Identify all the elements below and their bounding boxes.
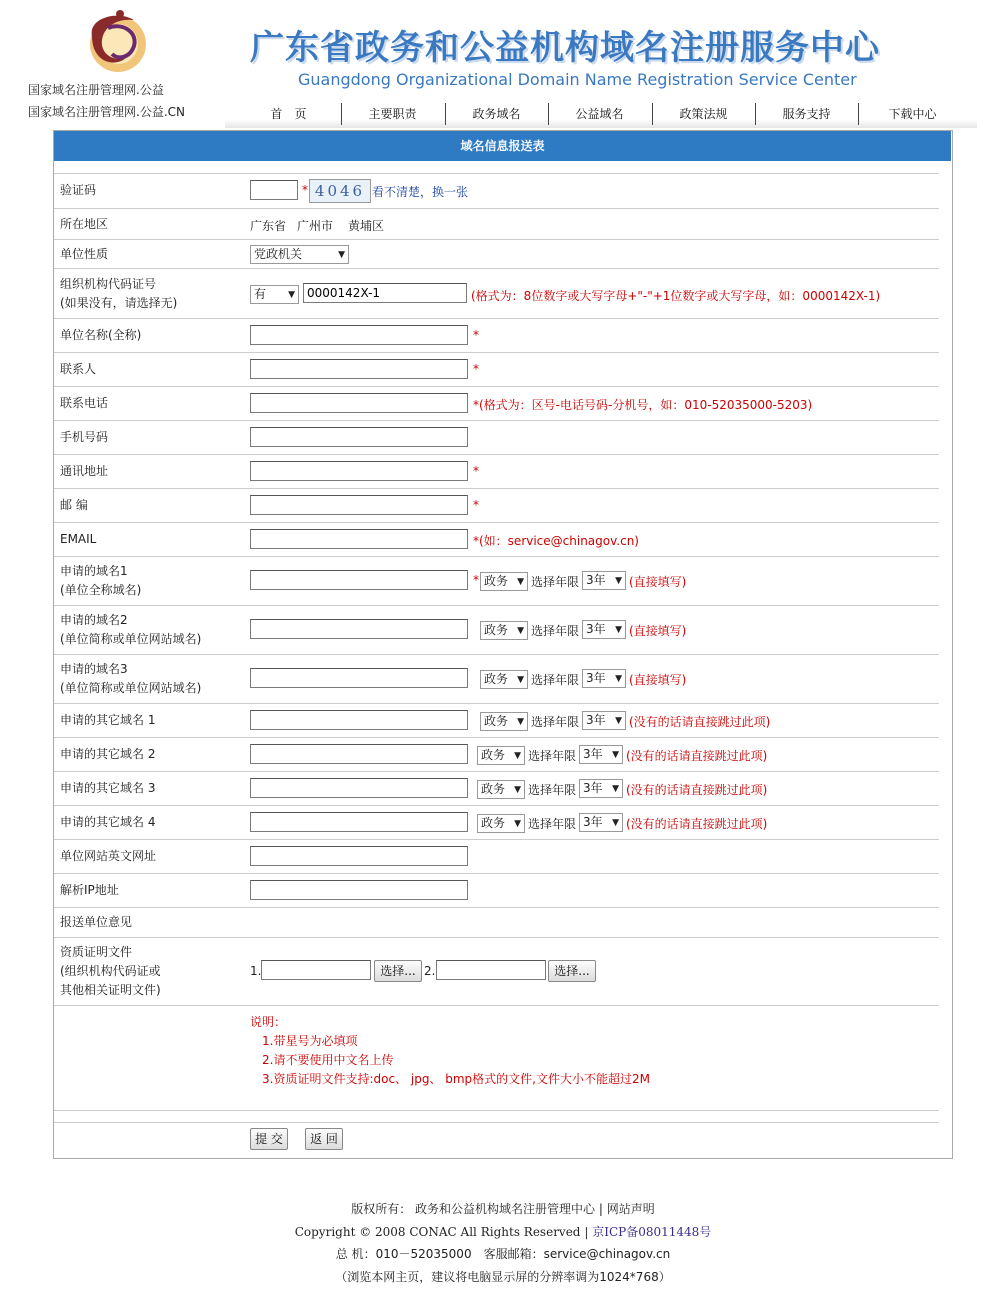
footer-tip: （浏览本网主页，建议将电脑显示屏的分辨率调为1024*768）	[335, 1270, 671, 1284]
email-input[interactable]	[250, 529, 468, 549]
file1-input[interactable]	[261, 960, 371, 980]
org-code-input[interactable]	[303, 283, 467, 303]
file1-prefix: 1.	[250, 964, 262, 978]
note-item: 1.带星号为必填项	[262, 1034, 358, 1048]
file2-choose-button[interactable]: 选择...	[548, 960, 596, 982]
unit-name-input[interactable]	[250, 325, 468, 345]
notes-title: 说明：	[250, 1015, 287, 1029]
footer-en-line	[0, 1223, 1006, 1240]
region-province: 广东省	[250, 219, 287, 233]
email-label: EMAIL	[60, 532, 97, 546]
phone-hint: *(格式为：区号-电话号码-分机号，如：010-52035000-5203)	[473, 398, 813, 412]
domain1-sublabel: (单位全称域名)	[60, 583, 142, 597]
footer-copyright-line	[0, 1200, 1006, 1217]
copyright-en: Copyright © 2008 CONAC All Rights Reserved	[294, 1225, 581, 1239]
years-label: 选择年限	[531, 575, 580, 589]
file2-input[interactable]	[436, 960, 546, 980]
domain3-label: 申请的域名3	[60, 662, 128, 676]
back-button[interactable]: 返 回	[305, 1128, 343, 1150]
nav-gov-domain[interactable]: 政务域名	[472, 107, 521, 121]
other-domain3-input[interactable]	[250, 778, 468, 798]
other-domain3-label: 申请的其它域名 3	[60, 781, 156, 795]
file1-choose-button[interactable]: 选择...	[374, 960, 422, 982]
region-district: 黄埔区	[348, 219, 385, 233]
phone-input[interactable]	[250, 393, 468, 413]
org-code-sublabel: (如果没有，请选择无)	[60, 296, 178, 310]
required-mark: *	[473, 328, 479, 342]
region-label: 所在地区	[60, 217, 109, 231]
cert-sublabel-1: (组织机构代码证或	[60, 964, 161, 978]
region-city: 广州市	[297, 219, 334, 233]
nav-support[interactable]: 服务支持	[782, 107, 831, 121]
skip-hint: (没有的话请直接跳过此项)	[626, 749, 768, 763]
other-domain2-type-select[interactable]: 政务 ▼	[477, 746, 525, 765]
unit-type-label: 单位性质	[60, 247, 109, 261]
main-nav	[225, 100, 977, 128]
submit-button[interactable]: 提 交	[250, 1128, 288, 1150]
org-code-hint: (格式为：8位数字或大写字母+"-"+1位数字或大写字母，如：0000142X-1)	[471, 289, 881, 303]
other-domain4-years-select[interactable]: 3年 ▼	[579, 813, 623, 832]
page-subtitle: Guangdong Organizational Domain Name Registration Service Center	[298, 70, 857, 89]
captcha-refresh-link[interactable]: 看不清楚，换一张	[372, 185, 469, 199]
footer-contact: 总 机：010－52035000 客服邮箱：service@chinagov.cn	[335, 1247, 671, 1261]
other-domain3-years-select[interactable]: 3年 ▼	[579, 779, 623, 798]
footer-sep: |	[584, 1225, 589, 1239]
domain3-sublabel: (单位简称或单位网站域名)	[60, 681, 202, 695]
years-label: 选择年限	[531, 715, 580, 729]
years-label: 选择年限	[528, 783, 577, 797]
nav-policy[interactable]: 政策法规	[679, 107, 728, 121]
note-item: 3.资质证明文件支持:doc、 jpg、 bmp格式的文件,文件大小不能超过2M	[262, 1072, 650, 1086]
other-domain4-input[interactable]	[250, 812, 468, 832]
zip-input[interactable]	[250, 495, 468, 515]
footer-sep: |	[598, 1202, 603, 1216]
skip-hint: (没有的话请直接跳过此项)	[626, 817, 768, 831]
contact-input[interactable]	[250, 359, 468, 379]
site-link-gongyi[interactable]: 国家域名注册管理网.公益	[28, 83, 164, 97]
ip-input[interactable]	[250, 880, 468, 900]
captcha-image: 4046	[309, 179, 371, 203]
owner-link[interactable]: 政务和公益机构域名注册管理中心	[415, 1202, 596, 1216]
email-hint: *(如：service@chinagov.cn)	[473, 534, 639, 548]
statement-link[interactable]: 网站声明	[606, 1202, 655, 1216]
domain3-years-select[interactable]: 3年 ▼	[582, 669, 626, 688]
captcha-label: 验证码	[60, 183, 97, 197]
nav-public-domain[interactable]: 公益域名	[575, 107, 624, 121]
unit-name-label: 单位名称(全称)	[60, 328, 142, 342]
address-input[interactable]	[250, 461, 468, 481]
nav-download[interactable]: 下载中心	[888, 107, 937, 121]
other-domain1-label: 申请的其它域名 1	[60, 713, 156, 727]
other-domain2-label: 申请的其它域名 2	[60, 747, 156, 761]
domain2-type-select[interactable]: 政务 ▼	[480, 621, 528, 640]
other-domain4-type-select[interactable]: 政务 ▼	[477, 814, 525, 833]
direct-hint: (直接填写)	[629, 575, 687, 589]
copyright-prefix: 版权所有：	[351, 1202, 412, 1216]
captcha-input[interactable]	[250, 180, 298, 200]
nav-home[interactable]: 首 页	[270, 107, 307, 121]
cert-sublabel-2: 其他相关证明文件)	[60, 983, 161, 997]
years-label: 选择年限	[531, 673, 580, 687]
required-mark: *	[473, 362, 479, 376]
domain3-input[interactable]	[250, 668, 468, 688]
domain2-label: 申请的域名2	[60, 613, 128, 627]
other-domain1-input[interactable]	[250, 710, 468, 730]
mobile-label: 手机号码	[60, 430, 109, 444]
other-domain2-input[interactable]	[250, 744, 468, 764]
years-label: 选择年限	[531, 624, 580, 638]
required-mark: *	[473, 464, 479, 478]
other-domain1-type-select[interactable]: 政务 ▼	[480, 712, 528, 731]
domain2-sublabel: (单位简称或单位网站域名)	[60, 632, 202, 646]
icp-link[interactable]: 京ICP备08011448号	[592, 1225, 712, 1239]
domain1-type-select[interactable]: 政务 ▼	[480, 572, 528, 591]
domain1-label: 申请的域名1	[60, 564, 128, 578]
org-code-has-select[interactable]: 有 ▼	[250, 285, 299, 304]
unit-type-select[interactable]: 党政机关 ▼	[250, 245, 349, 264]
required-mark: *	[302, 183, 308, 197]
cert-label: 资质证明文件	[60, 945, 133, 959]
website-input[interactable]	[250, 846, 468, 866]
org-code-label: 组织机构代码证号	[60, 277, 157, 291]
domain1-input[interactable]	[250, 570, 468, 590]
other-domain4-label: 申请的其它域名 4	[60, 815, 156, 829]
other-domain1-years-select[interactable]: 3年 ▼	[582, 711, 626, 730]
address-label: 通讯地址	[60, 464, 109, 478]
mobile-input[interactable]	[250, 427, 468, 447]
domain2-years-select[interactable]: 3年 ▼	[582, 620, 626, 639]
domain1-years-select[interactable]: 3年 ▼	[582, 571, 626, 590]
form-heading: 域名信息报送表	[54, 131, 951, 161]
contact-label: 联系人	[60, 362, 97, 376]
skip-hint: (没有的话请直接跳过此项)	[629, 715, 771, 729]
zip-label: 邮 编	[60, 498, 88, 512]
domain2-input[interactable]	[250, 619, 468, 639]
required-mark: *	[473, 573, 479, 587]
file2-prefix: 2.	[424, 964, 436, 978]
opinion-label: 报送单位意见	[60, 915, 133, 929]
site-link-gongyi-cn[interactable]: 国家域名注册管理网.公益.CN	[28, 105, 185, 119]
years-label: 选择年限	[528, 817, 577, 831]
required-mark: *	[473, 498, 479, 512]
direct-hint: (直接填写)	[629, 673, 687, 687]
years-label: 选择年限	[528, 749, 577, 763]
direct-hint: (直接填写)	[629, 624, 687, 638]
other-domain3-type-select[interactable]: 政务 ▼	[477, 780, 525, 799]
phone-label: 联系电话	[60, 396, 109, 410]
skip-hint: (没有的话请直接跳过此项)	[626, 783, 768, 797]
other-domain2-years-select[interactable]: 3年 ▼	[579, 745, 623, 764]
page-title: 广东省政务和公益机构域名注册服务中心	[250, 28, 880, 68]
note-item: 2.请不要使用中文名上传	[262, 1053, 394, 1067]
logo	[78, 6, 152, 76]
nav-duties[interactable]: 主要职责	[368, 107, 417, 121]
domain3-type-select[interactable]: 政务 ▼	[480, 670, 528, 689]
website-label: 单位网站英文网址	[60, 849, 157, 863]
ip-label: 解析IP地址	[60, 883, 119, 897]
